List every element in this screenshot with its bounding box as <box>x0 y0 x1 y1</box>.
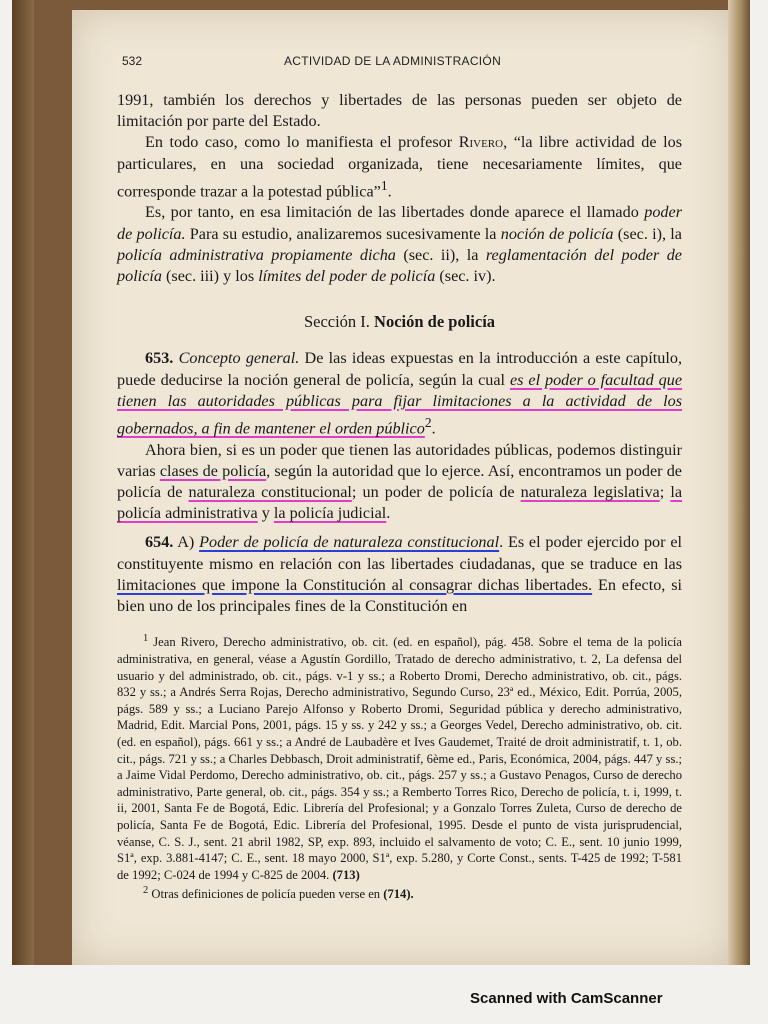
highlight-legislativa: naturaleza legislativa <box>520 483 660 502</box>
paragraph-outline: Es, por tanto, en esa limitación de las libertades donde aparece el llamado poder de policía. Para su estudio, analizaremos sucesivamente la noción de policía (sec. i), la policía administrativa propiamente dicha (sec. ii), la reglamentación del poder de policía (sec. iii) y los límites del poder de policía (sec. iv). <box>117 203 682 286</box>
highlight-heading-654: Poder de policía de naturaleza constitucional <box>199 533 500 552</box>
paragraph-number-654: 654. <box>145 533 174 552</box>
book-spine-shadow <box>12 0 34 965</box>
camscanner-watermark: Scanned with CamScanner <box>470 990 663 1007</box>
footnote-1: $^1$ Jean Rivero, Derecho administrativo, ob. cit. (ed. en español), pág. 458. Sobre el tema de la policía administrativa, en general, véase a Agustín Gordillo, Tratado de derecho administrativo, t. 2, La defensa del usuario y del administrado, ob. cit., págs. v-1 y ss.; a Roberto Dromi, Derecho administrativo, ob. cit., págs. 832 y ss.; a Andrés Serra Rojas, Derecho administrativo, Segundo Curso, 23ª ed., México, Edit. Porrúa, 2005, págs. 589 y ss.; a Luciano Parejo Alfonso y Roberto Dromi, Seguridad pública y derecho administrativo, Madrid, Edit. Marcial Pons, 2001, págs. 15 y ss. y 242 y ss.; a Georges Vedel, Derecho administrativo, ob. cit. (ed. en español), págs. 661 y ss.; a André de Laubadère et Ives Gaudemet, Traité de droit administratif, t. 1, ob. cit., págs. 721 y ss.; a Charles Debbasch, Droit administratif, 6ème ed., Paris, Económica, 2004, págs. 447 y ss.; a Jaime Vidal Perdomo, Derecho administrativo, ob. cit., págs. 257 y ss.; a Gustavo Penagos, Curso de derecho administrativo, Parte general, ob. cit., págs. 354 y ss.; a Remberto Torres Rico, Derecho de policía, t. i, 1999, t. ii, 2001, Santa Fe de Bogotá, Edic. Librería del Profesional; y a Gonzalo Torres Zuleta, Curso de derecho de policía, Santa Fe de Bogotá, Edic. Librería del Profesional, 1995. Desde el punto de vista jurisprudencial, véanse, C. S. J., sent. 21 abril 1982, SP, exp. 893, incluido el salvamento de voto; C. E., sent. 10 junio 1999, S1ª, exp. 3.881-4147; C. E., sent. 18 mayo 2000, S1ª, exp. 5.280, y Corte Const., sents. T-425 de 1992; T-581 de 1992; C-024 de 1994 y C-825 de 2004. (713) <box>117 633 682 882</box>
scanned-photo <box>12 0 750 965</box>
paragraph-654: 654. A) Poder de policía de naturaleza constitucional. Es el poder ejercido por el constituyente mismo en relación con las libertades ciudadanas, que se traduce en las limitaciones que impone la Constitución al consagrar dichas libertades. En efecto, si bien uno de los principales fines de la Constitución en <box>117 533 683 616</box>
page-edges <box>728 0 750 965</box>
highlighted-definition: es el poder o facultad que tienen las autoridades públicas para fijar limitaciones a la actividad de los gobernados, a fin de mantener el orden público <box>117 370 683 438</box>
highlight-clases: clases de policía <box>159 461 267 480</box>
highlight-judicial: la policía judicial <box>273 504 387 523</box>
running-title: ACTIVIDAD DE LA ADMINISTRACIÓN <box>284 54 502 68</box>
highlight-constitucional: naturaleza constitucional <box>188 483 352 502</box>
footnote-2: $^2$ Otras definiciones de policía pueden verse en (714). <box>143 885 414 902</box>
paragraph-rivero: En todo caso, como lo manifiesta el profesor Rivero, “la libre actividad de los particulares, en una sociedad organizada, tiene necesariamente límites, que corresponde trazar a la potestad pública”$^1$. <box>117 133 682 201</box>
footnote-ref-2: 2 <box>424 415 432 431</box>
paragraph-653: 653. Concepto general. De las ideas expuestas en la introducción a este capítulo, puede deducirse la noción general de policía, según la cual es el poder o facultad que tienen las autoridades públicas para fijar limitaciones a la actividad de los gobernados, a fin de mantener el orden público$^2$. <box>117 349 683 438</box>
paragraph-clases: Ahora bien, si es un poder que tienen las autoridades públicas, podemos distinguir varias clases de policía, según la autoridad que lo ejerce. Así, encontramos un poder de policía de naturaleza constitucional; un poder de policía de naturaleza legislativa; la policía administrativa y la policía judicial. <box>117 440 683 523</box>
footnote-ref-1: 1 <box>380 177 388 193</box>
book-page <box>72 10 732 965</box>
section-heading: Sección I. Noción de policía <box>303 312 496 332</box>
author-name: Rivero <box>458 133 504 152</box>
footnotes <box>117 631 682 903</box>
page-number: 532 <box>122 54 143 68</box>
page-header <box>72 54 732 74</box>
highlight-administrativa: la policía administrativa <box>117 483 683 523</box>
paragraph-number-653: 653. <box>145 349 174 368</box>
highlight-limitaciones: limitaciones que impone la Constitución al consagrar dichas libertades. <box>117 575 593 594</box>
page-body <box>117 90 682 903</box>
paragraph-continuation: 1991, también los derechos y libertades de las personas pueden ser objeto de limitación por parte del Estado. <box>117 91 682 131</box>
